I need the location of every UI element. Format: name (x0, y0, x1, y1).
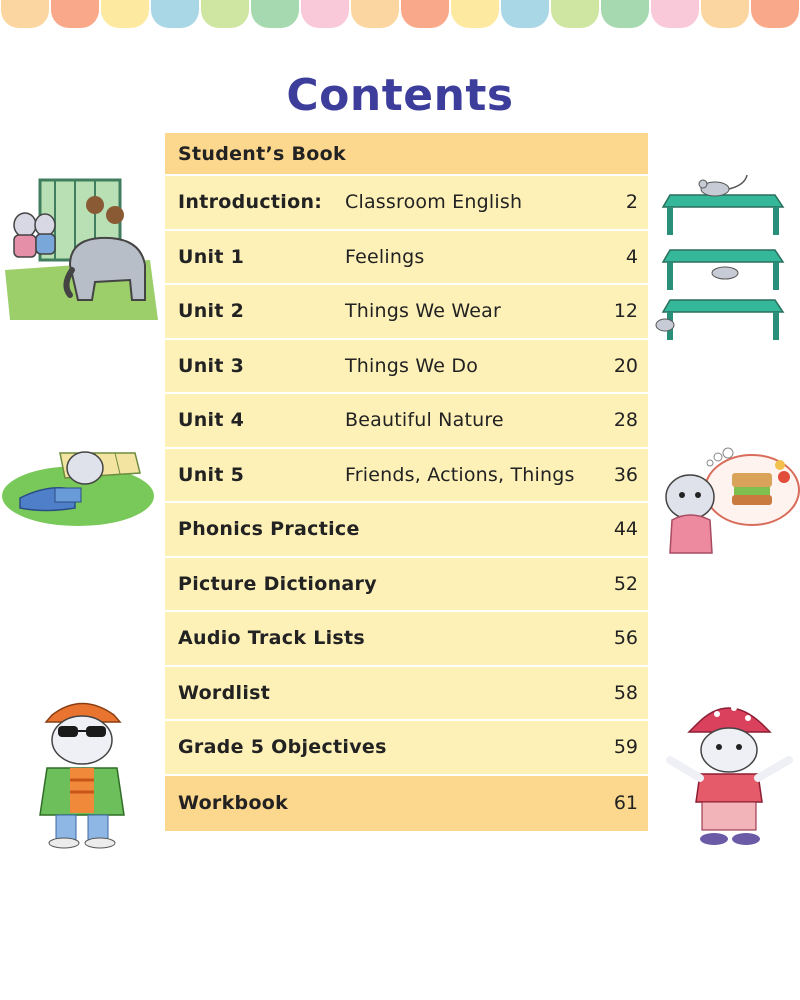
toc-row-unit-3[interactable] (165, 340, 648, 395)
toc-row-page: 61 (613, 792, 638, 814)
scallop (451, 0, 499, 28)
mouse-tables-illustration (655, 175, 790, 345)
toc-row-topic: Feelings (345, 245, 425, 268)
scallop (101, 0, 149, 28)
toc-row-label: Unit 1 (178, 245, 245, 268)
contents-table (165, 133, 648, 831)
toc-row-label: Grade 5 Objectives (178, 736, 387, 759)
toc-row-page: 12 (613, 300, 638, 323)
toc-row-label: Audio Track Lists (178, 627, 366, 650)
toc-row-page: 28 (613, 409, 638, 432)
toc-row-audio-track-lists[interactable] (165, 612, 648, 667)
toc-row-label: Introduction: (178, 191, 323, 214)
scallop (401, 0, 449, 28)
toc-row-page: 58 (613, 681, 638, 704)
toc-row-label: Workbook (178, 792, 289, 814)
toc-row-page: 56 (613, 627, 638, 650)
scallop (301, 0, 349, 28)
toc-row-page: 44 (613, 518, 638, 541)
toc-row-label: Unit 5 (178, 463, 245, 486)
toc-row-label: Unit 2 (178, 300, 245, 323)
toc-row-label: Unit 4 (178, 409, 245, 432)
toc-row-topic: Beautiful Nature (345, 409, 504, 432)
zoo-elephant-illustration (0, 170, 160, 330)
scallop (201, 0, 249, 28)
toc-row-topic: Friends, Actions, Things (345, 463, 575, 486)
toc-row-label: Phonics Practice (178, 518, 360, 541)
scallop (51, 0, 99, 28)
scallop (1, 0, 49, 28)
cat-thinking-food-illustration (652, 445, 800, 560)
scallop (351, 0, 399, 28)
scallop (151, 0, 199, 28)
toc-row-topic: Things We Wear (345, 300, 501, 323)
scallop (551, 0, 599, 28)
toc-row-unit-4[interactable] (165, 394, 648, 449)
toc-row-label: Picture Dictionary (178, 572, 377, 595)
toc-row-page: 2 (625, 191, 638, 214)
scallop (251, 0, 299, 28)
toc-row-introduction[interactable] (165, 176, 648, 231)
toc-row-workbook[interactable] (165, 776, 648, 831)
toc-row-phonics-practice[interactable] (165, 503, 648, 558)
scallop (501, 0, 549, 28)
toc-row-wordlist[interactable] (165, 667, 648, 722)
toc-row-page: 4 (625, 245, 638, 268)
toc-row-page: 52 (613, 572, 638, 595)
cat-sleeping-illustration (0, 438, 160, 533)
page-title: Contents (286, 70, 514, 121)
toc-row-unit-2[interactable] (165, 285, 648, 340)
scalloped-border (0, 0, 800, 30)
toc-row-topic: Classroom English (345, 191, 523, 214)
scallop (651, 0, 699, 28)
toc-row-grade-5-objectives[interactable] (165, 721, 648, 776)
toc-header-label: Student’s Book (178, 142, 346, 165)
toc-row-page: 59 (613, 736, 638, 759)
toc-row-label: Unit 3 (178, 354, 245, 377)
toc-row-label: Wordlist (178, 681, 271, 704)
scallop (751, 0, 799, 28)
scallop (701, 0, 749, 28)
toc-row-page: 36 (613, 463, 638, 486)
cat-sunglasses-illustration (22, 690, 142, 850)
toc-row-page: 20 (613, 354, 638, 377)
scallop (601, 0, 649, 28)
toc-row-unit-1[interactable] (165, 231, 648, 286)
toc-header-row (165, 133, 648, 176)
cat-hat-illustration (662, 692, 797, 852)
toc-row-unit-5[interactable] (165, 449, 648, 504)
toc-row-topic: Things We Do (345, 354, 479, 377)
toc-row-picture-dictionary[interactable] (165, 558, 648, 613)
